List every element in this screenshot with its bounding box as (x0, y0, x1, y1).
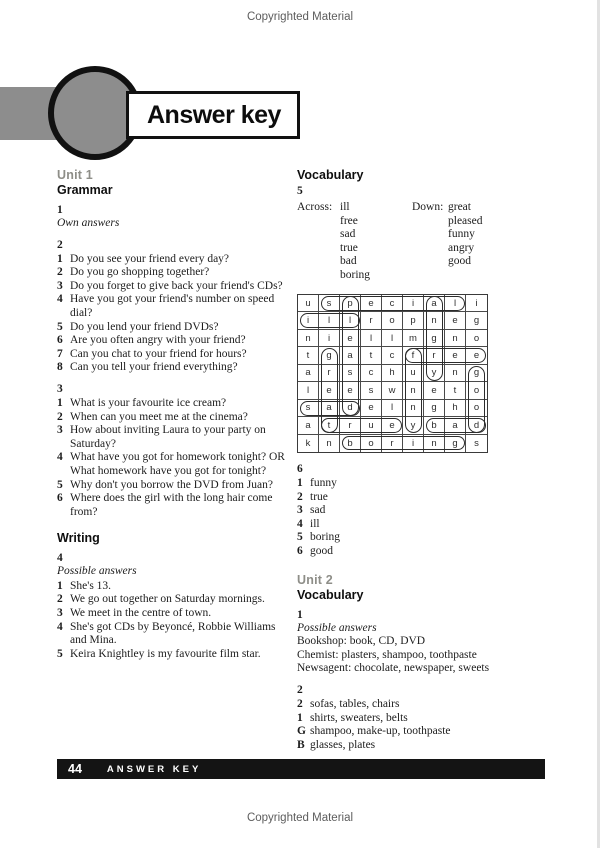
item-text: When can you meet me at the cinema? (70, 410, 248, 423)
ws-letter: i (319, 330, 340, 347)
item-number: 2 (297, 490, 303, 503)
shop-line: Chemist: plasters, shampoo, toothpaste (297, 648, 477, 661)
item-number: 2 (297, 697, 303, 710)
ws-letter: u (361, 417, 382, 434)
across-word: bad (340, 255, 357, 268)
ws-letter: r (361, 312, 382, 329)
item-number: 6 (57, 334, 63, 347)
question-list (297, 477, 547, 559)
ws-letter: e (382, 417, 403, 434)
item-number: 7 (57, 347, 63, 360)
ws-letter: s (361, 382, 382, 399)
ws-letter: r (319, 365, 340, 382)
item-text: true (310, 490, 328, 503)
answer-item (57, 280, 287, 294)
ws-letter: c (361, 365, 382, 382)
item-text: What is your favourite ice cream? (70, 396, 227, 409)
ws-letter: l (319, 312, 340, 329)
item-number: 3 (297, 504, 303, 517)
ws-letter: n (403, 400, 424, 417)
ws-letter: i (403, 295, 424, 312)
ws-letter: n (298, 330, 319, 347)
answer-item (57, 293, 287, 320)
answer-item (297, 725, 547, 739)
ws-letter: h (445, 400, 466, 417)
item-number: 6 (57, 492, 63, 505)
ws-letter: o (382, 312, 403, 329)
ws-letter: s (474, 437, 479, 449)
item-text: Where does the girl with the long hair come from? (70, 492, 273, 518)
ws-letter: n (424, 312, 445, 329)
item-text: sad (310, 504, 326, 517)
down-word: pleased (448, 214, 483, 227)
writing-heading: Writing (57, 531, 100, 546)
answer-item (297, 504, 547, 518)
item-text: Can you chat to your friend for hours? (70, 347, 247, 360)
exercise-number: 1 (297, 608, 303, 621)
ws-letter: a (424, 295, 445, 312)
ws-letter: g (466, 365, 487, 382)
vocabulary2-heading: Vocabulary (297, 587, 364, 602)
answer-item (297, 477, 547, 491)
down-label: Down: (412, 201, 444, 213)
footer-label: ANSWER KEY (106, 763, 202, 775)
ws-letter: m (403, 330, 424, 347)
answer-item (57, 334, 287, 348)
exercise-number: 6 (297, 463, 303, 475)
item-text: shirts, sweaters, belts (310, 711, 408, 724)
across-word: sad (340, 228, 356, 241)
ws-letter: a (298, 417, 319, 434)
question-list (57, 253, 287, 375)
ws-letter: b (424, 417, 445, 434)
item-number: 5 (57, 647, 63, 660)
ws-letter: e (361, 400, 382, 417)
answer-item (297, 531, 547, 545)
across-word: boring (340, 268, 371, 281)
ws-letter: t (361, 347, 382, 364)
ws-letter: o (466, 330, 487, 347)
ws-letter: d (340, 400, 361, 417)
copyright-top-text: Copyrighted Material (246, 11, 354, 23)
exercise-number: 1 (57, 204, 63, 216)
down-word: angry (448, 241, 475, 254)
exercise-number: 3 (57, 382, 63, 395)
answer-item (57, 411, 287, 425)
ws-letter: r (424, 347, 445, 364)
item-text: Do you see your friend every day? (70, 252, 230, 265)
ws-letter: w (382, 382, 403, 399)
ws-letter: u (298, 295, 319, 312)
across-words (340, 201, 370, 283)
item-number: 5 (57, 320, 63, 333)
answer-item (297, 491, 547, 505)
wordsearch-grid (297, 294, 488, 453)
ws-letter: s (319, 295, 340, 312)
item-number: 4 (57, 451, 63, 464)
item-text: shampoo, make-up, toothpaste (310, 725, 451, 738)
ws-letter: r (382, 435, 403, 452)
item-number: 1 (297, 711, 303, 724)
answer-item (297, 518, 547, 532)
answer-item (57, 321, 287, 335)
footer-bar (57, 759, 545, 779)
item-number: 2 (57, 410, 63, 423)
page-number: 44 (68, 762, 82, 776)
answer-item (57, 451, 287, 478)
across-label: Across: (297, 201, 333, 213)
left-column (57, 168, 287, 661)
ws-circle-great (321, 348, 338, 433)
ws-letter: l (382, 330, 403, 347)
ws-letter: d (466, 417, 487, 434)
item-text: Have you got your friend's number on speed dial? (70, 293, 275, 319)
grammar-heading: Grammar (57, 183, 113, 197)
vocabulary-heading: Vocabulary (297, 168, 364, 182)
ws-letter: f (403, 347, 424, 364)
ws-circle-angry (426, 296, 443, 381)
item-text: Keira Knightley is my favourite film star. (70, 647, 261, 660)
ws-letter: l (298, 382, 319, 399)
item-text: How about inviting Laura to your party on Saturday? (70, 424, 266, 450)
ws-letter: u (403, 365, 424, 382)
ws-letter: o (466, 400, 487, 417)
item-number: G (297, 725, 306, 738)
item-number: 4 (297, 517, 303, 530)
ws-circle-pleased (342, 296, 359, 416)
answer-item (57, 424, 287, 451)
item-number: 4 (57, 620, 63, 633)
ws-letter: e (340, 330, 361, 347)
answer-note: Possible answers (57, 565, 137, 578)
wordsearch-answer-key (297, 201, 547, 285)
ws-letter: o (361, 435, 382, 452)
ws-letter: k (298, 435, 319, 452)
exercise-number: 5 (297, 185, 303, 197)
item-text: Do you lend your friend DVDs? (70, 320, 219, 333)
answer-item (57, 348, 287, 362)
question-list (57, 580, 287, 662)
ws-letter: y (403, 417, 424, 434)
item-text: Can you tell your friend everything? (70, 361, 238, 374)
ws-letter: n (424, 435, 445, 452)
down-word: funny (448, 228, 475, 241)
ws-letter: a (445, 417, 466, 434)
ws-letter: g (445, 435, 466, 452)
item-text: We go out together on Saturday mornings. (70, 593, 265, 606)
ws-letter: o (466, 382, 487, 399)
down-word: good (448, 255, 471, 268)
answer-item (57, 492, 287, 519)
ws-letter: e (424, 382, 445, 399)
page-title: Answer key (147, 100, 281, 129)
item-number: 1 (57, 396, 63, 409)
item-text: boring (310, 531, 341, 544)
answer-item (297, 739, 547, 753)
answer-item (57, 479, 287, 493)
title-box (126, 91, 300, 139)
ws-circle-funny (405, 348, 422, 433)
item-text: Do you go shopping together? (70, 266, 210, 279)
ws-letter: n (319, 435, 340, 452)
ws-letter: l (361, 330, 382, 347)
answer-item (297, 545, 547, 559)
ws-letter: g (424, 330, 445, 347)
ws-letter: e (466, 347, 487, 364)
answer-item (297, 712, 547, 726)
shop-line: Bookshop: book, CD, DVD (297, 635, 426, 648)
shop-lines (297, 635, 547, 676)
item-text: Do you forget to give back your friend's CDs? (70, 279, 283, 292)
ws-letter: e (340, 382, 361, 399)
ws-letter: g (466, 312, 487, 329)
across-word: free (340, 214, 358, 227)
ws-letter: b (340, 435, 361, 452)
exercise-number: 2 (297, 683, 303, 696)
item-text: funny (310, 477, 337, 489)
ws-letter: c (382, 295, 403, 312)
answer-item (57, 253, 287, 267)
across-word: ill (340, 201, 350, 213)
ws-letter: l (445, 295, 466, 312)
item-number: 5 (297, 531, 303, 544)
right-column (297, 168, 547, 752)
ws-letter: l (382, 400, 403, 417)
item-text: ill (310, 517, 320, 530)
ws-letter: e (445, 347, 466, 364)
ws-letter: e (319, 382, 340, 399)
item-text: Are you often angry with your friend? (70, 334, 246, 347)
item-text: sofas, tables, chairs (310, 697, 400, 710)
item-number: 1 (57, 252, 63, 265)
ws-letter: e (361, 295, 382, 312)
copyright-bottom-text: Copyrighted Material (246, 812, 354, 824)
unit2-heading: Unit 2 (297, 572, 333, 587)
answer-note: Possible answers (297, 621, 377, 634)
ws-letter: t (445, 382, 466, 399)
ws-letter: g (319, 347, 340, 364)
item-number: 3 (57, 279, 63, 292)
item-number: 1 (297, 477, 303, 489)
ws-letter: p (403, 312, 424, 329)
unit1-heading: Unit 1 (57, 168, 93, 182)
item-number: 8 (57, 361, 63, 374)
item-number: 1 (57, 579, 63, 592)
item-text: good (310, 544, 333, 557)
ws-letter: p (340, 295, 361, 312)
question-list (297, 698, 547, 752)
question-list (57, 397, 287, 519)
ws-letter: n (403, 382, 424, 399)
item-number: 2 (57, 593, 63, 606)
ws-letter: r (340, 417, 361, 434)
down-word: great (448, 201, 471, 213)
item-number: 3 (57, 607, 63, 620)
ws-letter: h (382, 365, 403, 382)
ws-letter: n (445, 365, 466, 382)
ws-letter: i (298, 312, 319, 329)
item-text: What have you got for homework tonight? OR What homework have you got for tonight? (70, 451, 285, 477)
item-number: 3 (57, 424, 63, 437)
down-words (448, 201, 482, 269)
answer-item (57, 266, 287, 280)
answer-item (57, 580, 287, 594)
ws-letter: s (298, 400, 319, 417)
item-number: 2 (57, 266, 63, 279)
answer-item (57, 621, 287, 648)
ws-letter: a (298, 365, 319, 382)
answer-item (57, 397, 287, 411)
ws-letter: y (424, 365, 445, 382)
ws-circle-boring (342, 436, 465, 451)
exercise-number: 2 (57, 238, 63, 251)
item-number: 5 (57, 478, 63, 491)
ws-letter: t (298, 347, 319, 364)
answer-item (57, 607, 287, 621)
exercise-number: 4 (57, 552, 63, 565)
ws-letter: n (445, 330, 466, 347)
ws-letter: a (319, 400, 340, 417)
shop-line: Newsagent: chocolate, newspaper, sweets (297, 662, 490, 675)
across-word: true (340, 241, 358, 254)
ws-letter: t (319, 417, 340, 434)
ws-letter: c (382, 347, 403, 364)
ws-letter: s (340, 365, 361, 382)
item-number: B (297, 738, 305, 751)
item-text: She's got CDs by Beyoncé, Robbie Williams and Mina. (70, 620, 276, 647)
item-text: Why don't you borrow the DVD from Juan? (70, 478, 273, 491)
item-text: We meet in the centre of town. (70, 607, 212, 620)
answer-item (57, 593, 287, 607)
ws-letter: g (424, 400, 445, 417)
answer-note: Own answers (57, 217, 120, 229)
ws-letter: e (445, 312, 466, 329)
item-text: She's 13. (70, 579, 112, 592)
item-number: 6 (297, 544, 303, 557)
answer-item (57, 361, 287, 375)
answer-item (297, 698, 547, 712)
answer-item (57, 648, 287, 662)
item-number: 4 (57, 293, 63, 306)
ws-letter: a (340, 347, 361, 364)
ws-letter: i (466, 295, 487, 312)
ws-letter: l (340, 312, 361, 329)
down-group (412, 201, 482, 269)
ws-circle-good (468, 366, 485, 433)
ws-letter: i (403, 435, 424, 452)
item-text: glasses, plates (310, 738, 376, 751)
